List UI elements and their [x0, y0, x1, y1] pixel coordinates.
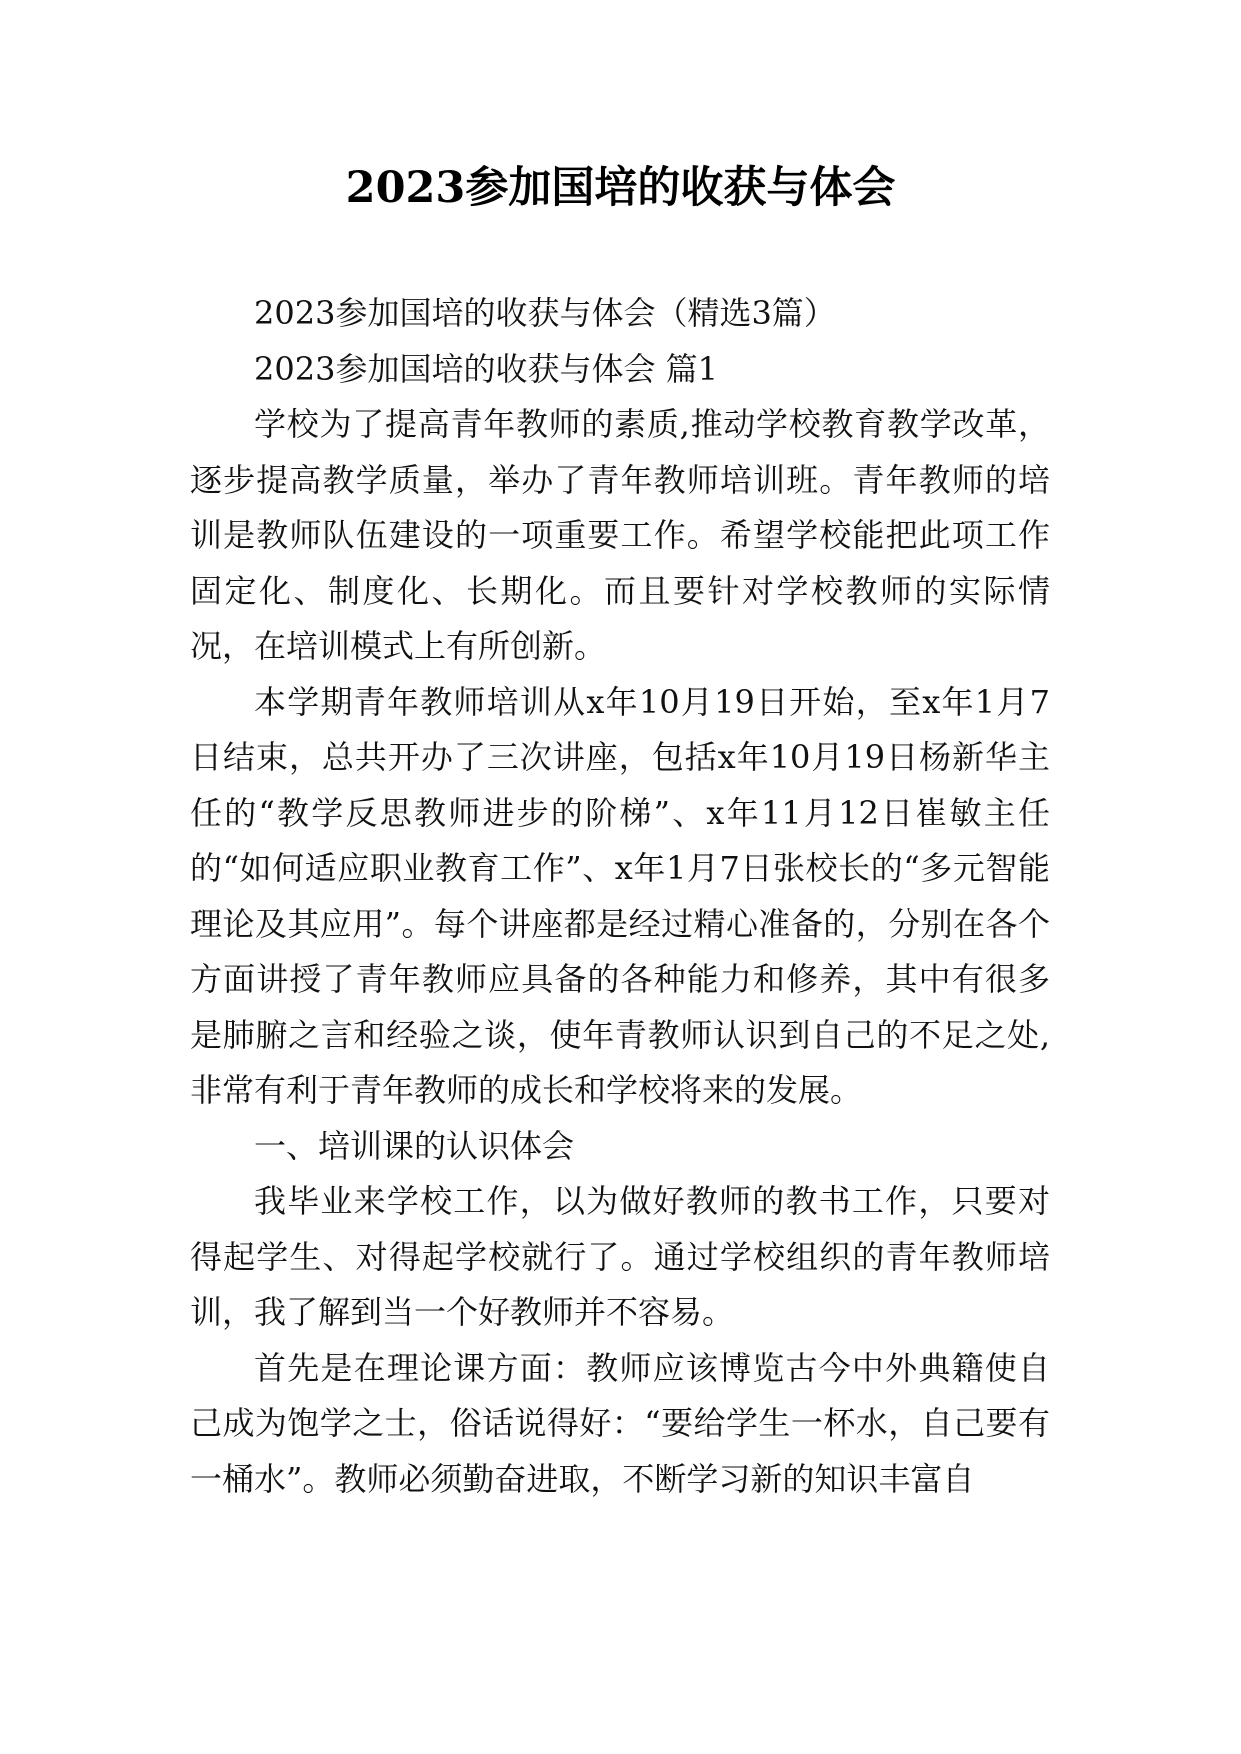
paragraph-heading: 一、培训课的认识体会: [254, 1126, 575, 1165]
paragraph-body: 本学期青年教师培训从x年10月19日开始，至x年1月7日结束，总共开办了三次讲座，包括x年10月19日杨新华主任的“教学反思教师进步的阶梯”、x年11月12日崔敏主任的“如何适应职业教育工作”、x年1月7日张校长的“多元智能理论及其应用”。每个讲座都是经过精心准备的，分别在各个方面讲授了青年教师应具备的各种能力和修养，其中有很多是肺腑之言和经验之谈，使年青教师认识到自己的不足之处,非常有利于青年教师的成长和学校将来的发展。: [190, 682, 1050, 1109]
paragraph-body: 首先是在理论课方面：教师应该博览古今中外典籍使自己成为饱学之士，俗话说得好：“要给学生一杯水，自己要有一桶水”。教师必须勤奋进取，不断学习新的知识丰富自: [190, 1348, 1050, 1498]
paragraph-body: 学校为了提高青年教师的素质,推动学校教育教学改革，逐步提高教学质量，举办了青年教师培训班。青年教师的培训是教师队伍建设的一项重要工作。希望学校能把此项工作固定化、制度化、长期化。而且要针对学校教师的实际情况，在培训模式上有所创新。: [190, 405, 1050, 665]
document-body: [190, 286, 1050, 1507]
paragraph-subtitle: 2023参加国培的收获与体会（精选3篇）: [254, 294, 836, 332]
document-title: 2023参加国培的收获与体会: [345, 163, 896, 213]
paragraph-section-heading: 2023参加国培的收获与体会 篇1: [254, 349, 718, 388]
paragraph-body: 我毕业来学校工作，以为做好教师的教书工作，只要对得起学生、对得起学校就行了。通过学校组织的青年教师培训，我了解到当一个好教师并不容易。: [190, 1182, 1050, 1331]
